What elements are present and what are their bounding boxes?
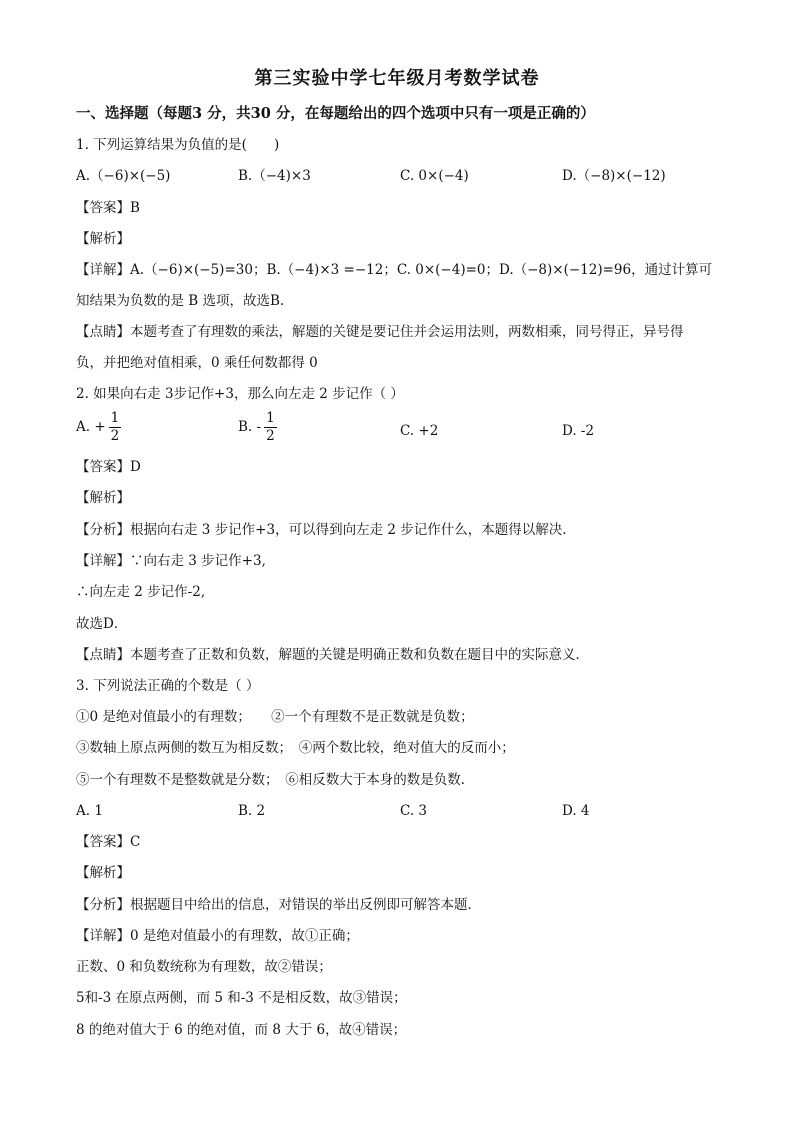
q3-option-c: C. 3 (400, 803, 428, 819)
page-title: 第三实验中学七年级月考数学试卷 (254, 68, 540, 89)
q3-detail-line-1: 【详解】0 是绝对值最小的有理数，故①正确； (76, 928, 359, 944)
q3-analyze: 【分析】根据题目中给出的信息，对错误的举出反例即可解答本题． (76, 897, 481, 913)
q3-option-d: D. 4 (562, 803, 590, 819)
q2-detail-line-2: ∴向左走 2 步记作-2, (76, 584, 206, 600)
q1-option-a: A.（−6)×(−5) (76, 168, 171, 184)
q2-analyze: 【分析】根据向右走 3 步记作+3，可以得到向左走 2 步记作什么，本题得以解决． (76, 522, 576, 538)
question-1-stem: 1. 下列运算结果为负值的是( ) (76, 137, 280, 153)
q3-option-b: B. 2 (238, 803, 266, 819)
fraction-denominator: 2 (110, 428, 120, 444)
fraction-numerator: 1 (110, 410, 120, 426)
q1-detail-line-1: 【详解】A.（−6)×(−5)=30；B.（−4)×3 =−12；C. 0×(−4)=0；D.（−8)×(−12)=96，通过计算可 (76, 262, 713, 278)
q2-option-a-prefix: A. + (76, 419, 106, 435)
q2-option-b (238, 410, 277, 445)
q1-answer: 【答案】B (76, 200, 140, 216)
q3-statements-line-2: ③数轴上原点两侧的数互为相反数； ④两个数比较，绝对值大的反而小； (76, 740, 515, 756)
section-heading: 一、选择题（每题3 分，共30 分，在每题给出的四个选项中只有一项是正确的） (76, 105, 595, 122)
q2-option-b-fraction (264, 410, 277, 445)
q2-analysis-label: 【解析】 (76, 490, 130, 506)
q3-detail-line-3: 5和-3 在原点两侧，而 5 和-3 不是相反数，故③错误； (76, 990, 407, 1006)
question-2-stem: 2. 如果向右走 3步记作+3，那么向左走 2 步记作（ ） (76, 386, 404, 402)
q2-option-c: C. +2 (400, 423, 439, 439)
q2-option-a (76, 410, 121, 445)
question-3-stem: 3. 下列说法正确的个数是（ ） (76, 678, 260, 694)
q2-option-a-fraction (109, 410, 122, 445)
q3-detail-line-4: 8 的绝对值大于 6 的绝对值，而 8 大于 6，故④错误； (76, 1022, 407, 1038)
q2-option-b-prefix: B. - (238, 419, 262, 435)
q1-comment-line-1: 【点睛】本题考查了有理数的乘法，解题的关键是要记住并会运用法则，两数相乘，同号得正，异号得 (76, 324, 684, 340)
q3-statements-line-1: ①0 是绝对值最小的有理数； ②一个有理数不是正数就是负数； (76, 709, 474, 725)
fraction-denominator: 2 (266, 428, 275, 444)
q1-option-d: D.（−8)×(−12) (562, 168, 666, 184)
q3-statements-line-3: ⑤一个有理数不是整数就是分数； ⑥相反数大于本身的数是负数． (76, 772, 475, 788)
q1-comment-line-2: 负，并把绝对值相乘，0 乘任何数都得 0 (76, 355, 318, 371)
q2-detail-line-1: 【详解】∵向右走 3 步记作+3, (76, 553, 266, 569)
q1-option-c: C. 0×(−4) (400, 168, 469, 184)
q3-answer: 【答案】C (76, 834, 141, 850)
q3-option-a: A. 1 (76, 803, 103, 819)
q1-detail-line-2: 知结果为负数的是 B 选项，故选B. (76, 293, 285, 309)
q3-analysis-label: 【解析】 (76, 865, 130, 881)
q2-comment: 【点睛】本题考查了正数和负数，解题的关键是明确正数和负数在题目中的实际意义． (76, 647, 589, 663)
q1-option-b: B.（−4)×3 (238, 168, 311, 184)
q2-detail-line-3: 故选D． (76, 616, 128, 632)
q1-analysis-label: 【解析】 (76, 231, 130, 247)
q3-detail-line-2: 正数、0 和负数统称为有理数，故②错误； (76, 959, 332, 975)
q2-option-d: D. -2 (562, 423, 595, 439)
q2-answer: 【答案】D (76, 459, 141, 475)
fraction-numerator: 1 (266, 410, 275, 426)
